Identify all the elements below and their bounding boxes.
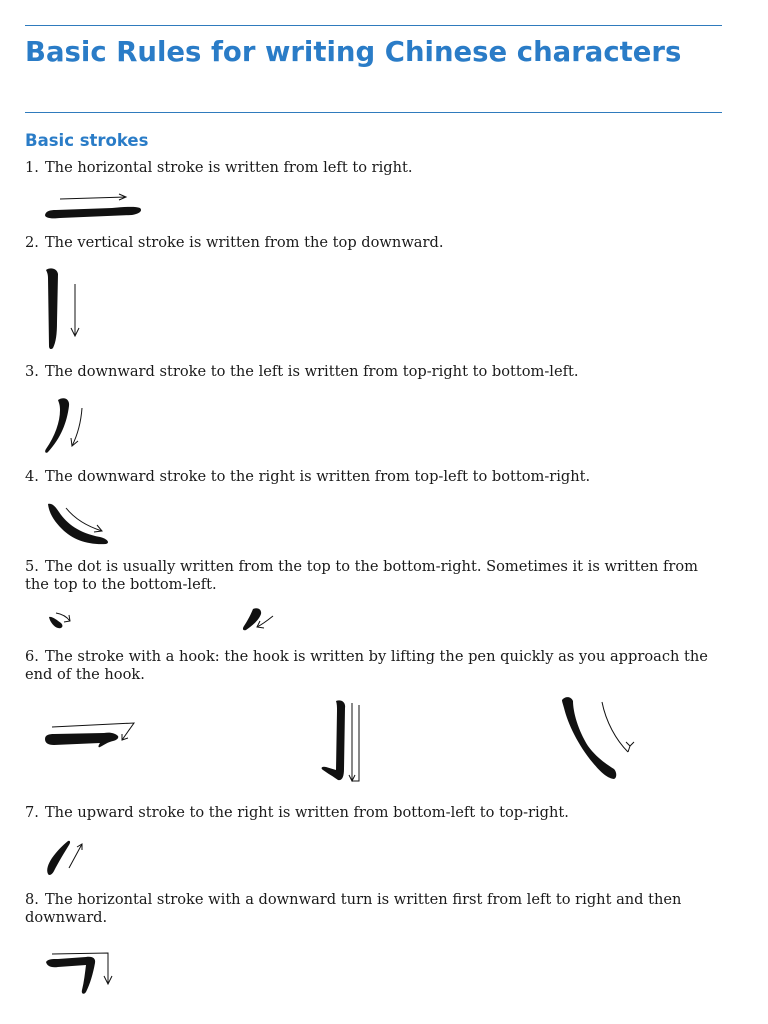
rule-item-8 (25, 891, 725, 926)
title-rule (25, 112, 722, 113)
rule-number: 4. (25, 468, 39, 485)
rule-number: 5. (25, 558, 39, 575)
rising-stroke-icon (40, 836, 90, 876)
rule-number: 8. (25, 891, 39, 908)
section-heading: Basic strokes (25, 131, 149, 150)
right-falling-stroke-icon (40, 498, 120, 548)
rule-text: The stroke with a hook: the hook is written by lifting the pen quickly as you approach the end of the hook. (25, 648, 708, 683)
top-rule (25, 25, 722, 26)
rule-number: 7. (25, 804, 39, 821)
rule-text: The horizontal stroke with a downward turn is written first from left to right and then downward. (25, 891, 682, 926)
rule-item-2 (25, 234, 725, 252)
curved-hook-icon (556, 690, 646, 782)
page-title: Basic Rules for writing Chinese characters (25, 36, 682, 68)
rule-item-1 (25, 159, 725, 177)
rule-text: The horizontal stroke is written from left to right. (44, 159, 413, 176)
rule-text: The downward stroke to the left is written from top-right to bottom-left. (44, 363, 579, 380)
rule-number: 6. (25, 648, 39, 665)
dot-left-icon (238, 604, 280, 634)
rule-text: The upward stroke to the right is written from bottom-left to top-right. (44, 804, 569, 821)
rule-text: The dot is usually written from the top to the bottom-right. Sometimes it is written from the top to the bottom-left. (25, 558, 699, 593)
rule-text: The vertical stroke is written from the top downward. (44, 234, 444, 251)
rule-item-4 (25, 468, 725, 486)
rule-item-5 (25, 558, 725, 593)
vertical-hook-icon (316, 697, 366, 787)
rule-number: 1. (25, 159, 39, 176)
rule-item-7 (25, 804, 725, 822)
rule-text: The downward stroke to the right is written from top-left to bottom-right. (44, 468, 591, 485)
rule-item-3 (25, 363, 725, 381)
rule-number: 3. (25, 363, 39, 380)
rule-number: 2. (25, 234, 39, 251)
rule-item-6 (25, 648, 725, 683)
vertical-stroke-icon (40, 264, 90, 354)
horizontal-turn-icon (40, 948, 120, 998)
horizontal-hook-icon (40, 714, 140, 754)
horizontal-stroke-icon (40, 186, 150, 226)
left-falling-stroke-icon (40, 394, 90, 458)
dot-right-icon (44, 608, 80, 634)
